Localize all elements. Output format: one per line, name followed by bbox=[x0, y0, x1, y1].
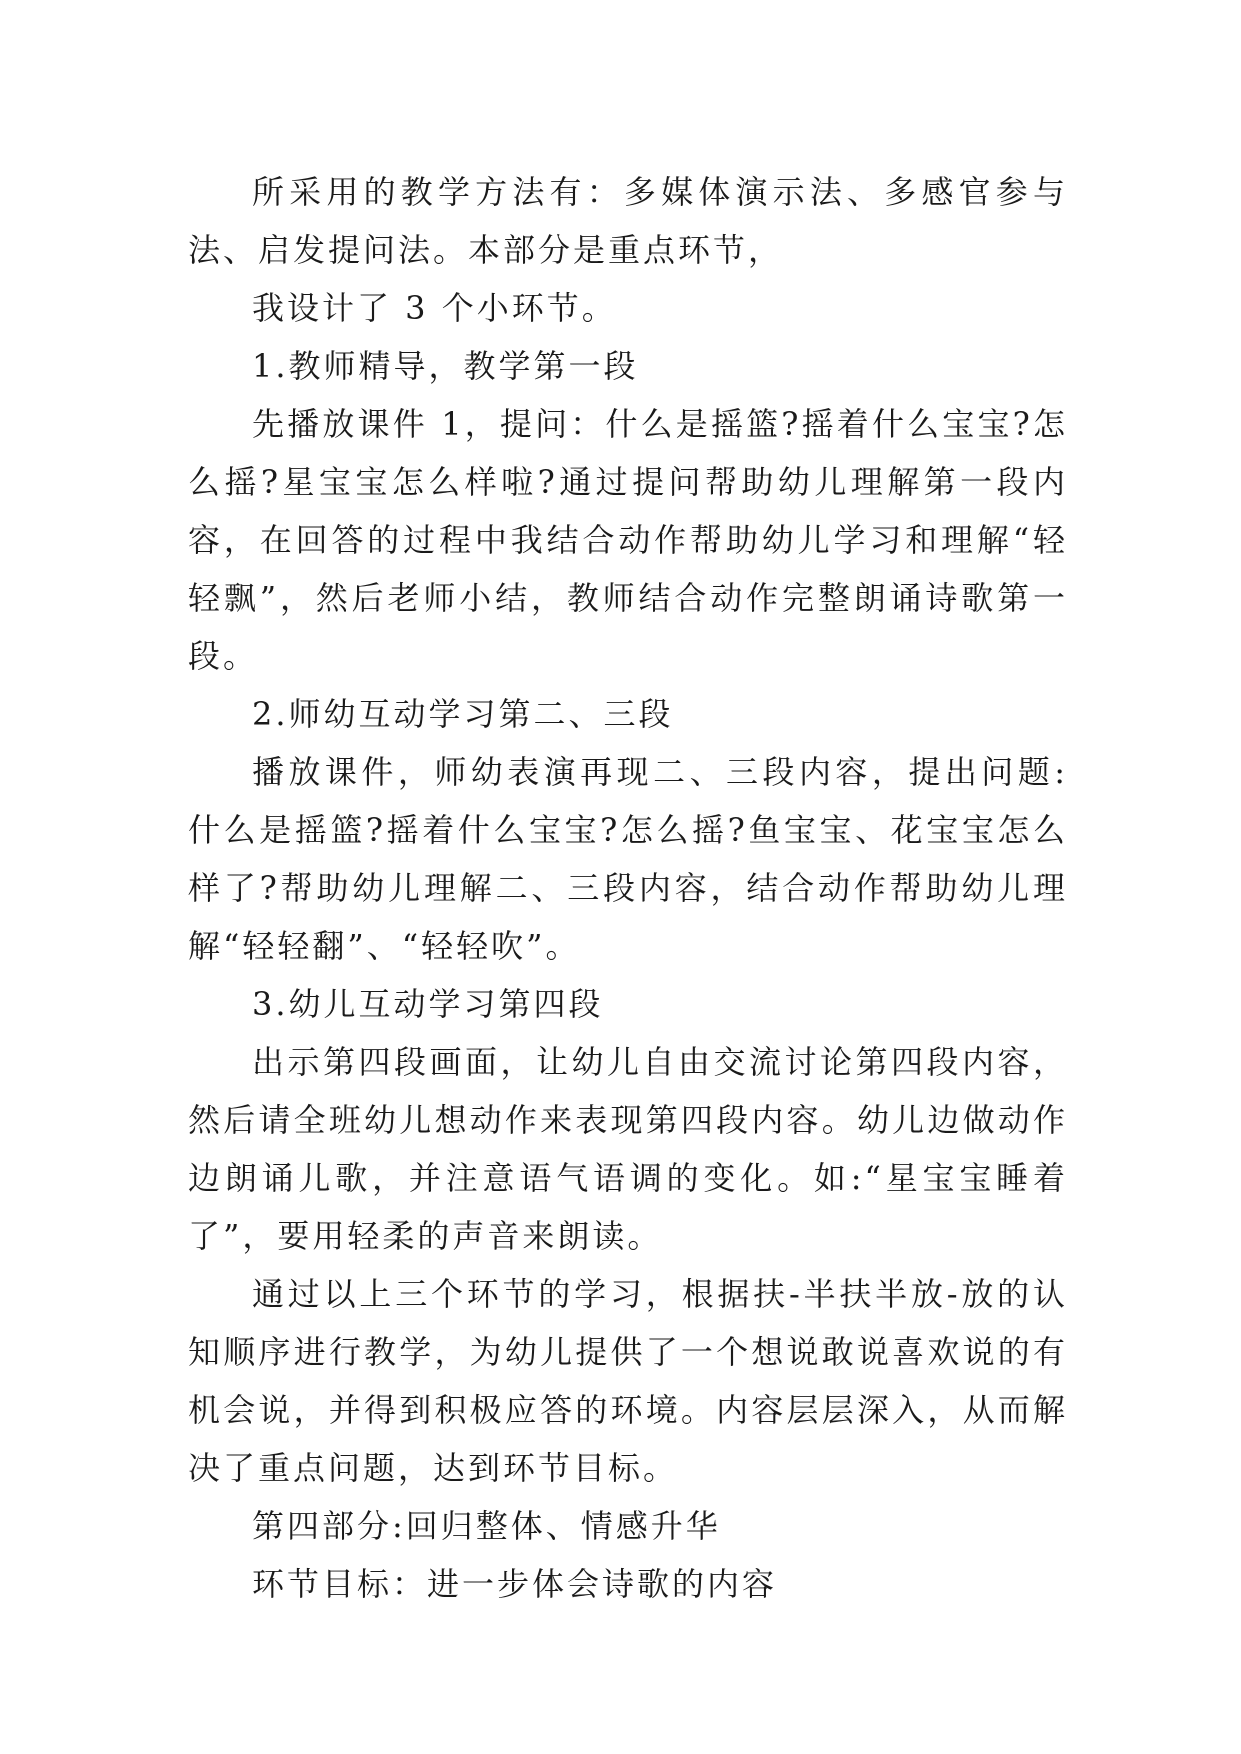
step-3-heading: 3.幼儿互动学习第四段 bbox=[252, 985, 604, 1023]
paragraph-teaching-methods: 所采用的教学方法有：多媒体演示法、多感官参与法、启发提问法。本部分是重点环节， bbox=[188, 173, 1068, 269]
document-body bbox=[188, 163, 1068, 1613]
step-2-heading: 2.师幼互动学习第二、三段 bbox=[252, 695, 674, 733]
step-1-heading: 1.教师精导，教学第一段 bbox=[252, 347, 639, 385]
paragraph-goal: 环节目标：进一步体会诗歌的内容 bbox=[252, 1565, 778, 1603]
paragraph-step-1: 先播放课件 1，提问：什么是摇篮?摇着什么宝宝?怎么摇?星宝宝怎么样啦?通过提问帮助幼儿理解第一段内容，在回答的过程中我结合动作帮助幼儿学习和理解“轻轻飘”，然后老师小结，教师结合动作完整朗诵诗歌第一段。 bbox=[188, 405, 1068, 675]
paragraph-three-steps: 我设计了 3 个小环节。 bbox=[252, 289, 617, 327]
paragraph-step-2: 播放课件，师幼表演再现二、三段内容，提出问题:什么是摇篮?摇着什么宝宝?怎么摇?鱼宝宝、花宝宝怎么样了?帮助幼儿理解二、三段内容，结合动作帮助幼儿理解“轻轻翻”、“轻轻吹”。 bbox=[188, 753, 1068, 965]
paragraph-step-3: 出示第四段画面，让幼儿自由交流讨论第四段内容，然后请全班幼儿想动作来表现第四段内容。幼儿边做动作边朗诵儿歌，并注意语气语调的变化。如:“星宝宝睡着了”，要用轻柔的声音来朗读。 bbox=[188, 1043, 1068, 1255]
paragraph-summary: 通过以上三个环节的学习，根据扶-半扶半放-放的认知顺序进行教学，为幼儿提供了一个想说敢说喜欢说的有机会说，并得到积极应答的环境。内容层层深入，从而解决了重点问题，达到环节目标。 bbox=[188, 1275, 1068, 1487]
part-4-heading: 第四部分:回归整体、情感升华 bbox=[252, 1507, 721, 1545]
